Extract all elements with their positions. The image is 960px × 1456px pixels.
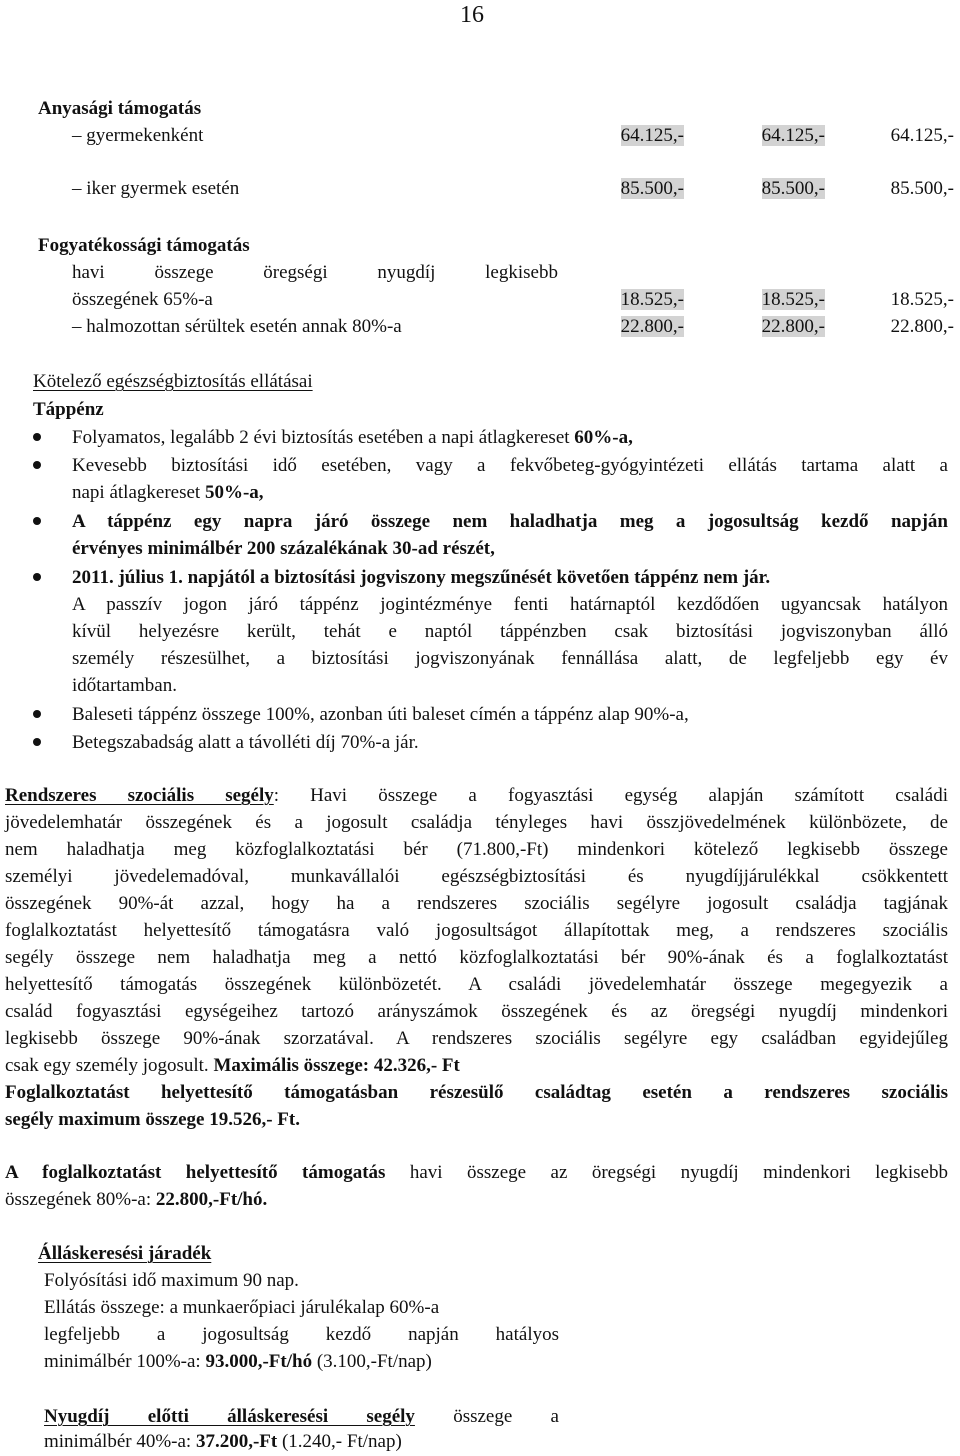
social-paragraph-line: személyi jövedelemadóval, munkavállalói egészségbiztosítási és nyugdíjjárulékkal csökkentett — [5, 866, 948, 887]
disability-line-3: – halmozottan sérültek esetén annak 80%-a — [72, 316, 402, 337]
social-paragraph-line: foglalkoztatást helyettesítő támogatásra való jogosultságot állapítottak meg, a rendszeres szociális — [5, 920, 948, 941]
pre-retirement-title: Nyugdíj előtti álláskeresési segély — [44, 1406, 415, 1427]
list-item-continuation: érvényes minimálbér 200 százalékának 30-ad részét, — [72, 538, 495, 559]
maternity-heading: Anyasági támogatás — [38, 98, 202, 119]
bullet-icon — [33, 517, 41, 525]
list-item-continuation: kívül helyezésre került, tehát e naptól táppénzben csak biztosítási jogviszonyban álló — [72, 621, 948, 642]
list-item: Betegszabadság alatt a távolléti díj 70%-a jár. — [72, 732, 419, 753]
social-paragraph-line: csak egy személy jogosult. Maximális összege: 42.326,- Ft — [5, 1055, 460, 1076]
bullet-icon — [33, 461, 41, 469]
bullet-icon — [33, 573, 41, 581]
social-bold-line: segély maximum összege 19.526,- Ft. — [5, 1109, 300, 1130]
list-item: A táppénz egy napra járó összege nem haladhatja meg a jogosultság kezdő napján — [72, 511, 948, 532]
amount-cell: 85.500,- — [761, 178, 825, 199]
bullet-icon — [33, 433, 41, 441]
amount-cell: 18.525,- — [761, 289, 825, 310]
list-item-continuation: időtartamban. — [72, 675, 177, 696]
amount-cell: 64.125,- — [761, 125, 825, 146]
list-item: 2011. július 1. napjától a biztosítási jogviszony megszűnését követően táppénz nem jár. — [72, 567, 771, 588]
list-item-continuation: napi átlagkereset 50%-a, — [72, 482, 264, 503]
amount-cell: 64.125,- — [890, 125, 954, 146]
health-heading: Kötelező egészségbiztosítás ellátásai — [33, 371, 313, 392]
amount-cell: 18.525,- — [890, 289, 954, 310]
health-subheading: Táppénz — [33, 399, 104, 420]
maternity-row-label: – gyermekenként — [72, 125, 204, 146]
page-number: 16 — [460, 2, 484, 28]
amount-cell: 22.800,- — [620, 316, 684, 337]
social-paragraph-line: jövedelemhatár összegének és a jogosult családja tényleges havi összjövedelmének különbözete, de — [5, 812, 948, 833]
social-paragraph-line: család fogyasztási egységeihez tartozó arányszámok összegének és az öregségi nyugdíj mindenkori — [5, 1001, 948, 1022]
bullet-icon — [33, 710, 41, 718]
social-title: Rendszeres szociális segély — [5, 785, 274, 806]
bullet-icon — [33, 738, 41, 746]
jobseeker-title: Álláskeresési járadék — [38, 1243, 212, 1264]
jobseeker-line: Ellátás összege: a munkaerőpiaci járulékalap 60%-a — [44, 1297, 440, 1318]
pre-retirement-line: minimálbér 40%-a: 37.200,-Ft (1.240,- Ft/nap) — [44, 1431, 402, 1452]
amount-cell: 85.500,- — [620, 178, 684, 199]
social-paragraph-line: Rendszeres szociális segély: Havi összege a fogyasztási egység alapján számított családi — [5, 785, 948, 806]
list-item: Folyamatos, legalább 2 évi biztosítás esetében a napi átlagkereset 60%-a, — [72, 427, 633, 448]
list-item: Baleseti táppénz összege 100%, azonban úti baleset címén a táppénz alap 90%-a, — [72, 704, 689, 725]
social-paragraph-line: segély összege nem haladhatja meg a nettó közfoglalkoztatási bér 90%-ának és a foglalkoztatást — [5, 947, 948, 968]
list-item: Kevesebb biztosítási idő esetében, vagy a fekvőbeteg-gyógyintézeti ellátás tartama alatt a — [72, 455, 948, 476]
amount-cell: 18.525,- — [620, 289, 684, 310]
disability-heading: Fogyatékossági támogatás — [38, 235, 250, 256]
pre-retirement-line: Nyugdíj előtti álláskeresési segély összege a — [44, 1406, 559, 1427]
amount-cell: 85.500,- — [890, 178, 954, 199]
amount-cell: 64.125,- — [620, 125, 684, 146]
social-paragraph-line: nem haladhatja meg közfoglalkoztatási bér (71.800,-Ft) mindenkori kötelező legkisebb összege — [5, 839, 948, 860]
jobseeker-line: legfeljebb a jogosultság kezdő napján hatályos — [44, 1324, 559, 1345]
disability-line-1: havi összege öregségi nyugdíj legkisebb — [72, 262, 558, 283]
social-bold-line: Foglalkoztatást helyettesítő támogatásban részesülő családtag esetén a rendszeres szociális — [5, 1082, 948, 1103]
jobseeker-line: minimálbér 100%-a: 93.000,-Ft/hó (3.100,-Ft/nap) — [44, 1351, 432, 1372]
amount-cell: 22.800,- — [890, 316, 954, 337]
social-paragraph-line: legkisebb összege 90%-ának szorzatával. A rendszeres szociális segélyre egy családban egyidejűleg — [5, 1028, 948, 1049]
social-paragraph-line: helyettesítő támogatás összegének különbözetét. A családi jövedelemhatár összege megegyezik a — [5, 974, 948, 995]
maternity-row-label: – iker gyermek esetén — [72, 178, 240, 199]
list-item-continuation: A passzív jogon járó táppénz jogintézménye fenti határnaptól kezdődően ugyancsak hatályon — [72, 594, 948, 615]
social-paragraph-line: összegének 90%-át azzal, hogy ha a rendszeres szociális segélyre jogosult családja tagjának — [5, 893, 948, 914]
list-item-continuation: személy részesülhet, a biztosítási jogviszonyának fennállása alatt, de legfeljebb egy év — [72, 648, 948, 669]
jobseeker-line: Folyósítási idő maximum 90 nap. — [44, 1270, 299, 1291]
employment-support-line: A foglalkoztatást helyettesítő támogatás havi összege az öregségi nyugdíj mindenkori legkisebb — [5, 1162, 948, 1183]
amount-cell: 22.800,- — [761, 316, 825, 337]
disability-line-2: összegének 65%-a — [72, 289, 213, 310]
employment-support-line: összegének 80%-a: 22.800,-Ft/hó. — [5, 1189, 268, 1210]
